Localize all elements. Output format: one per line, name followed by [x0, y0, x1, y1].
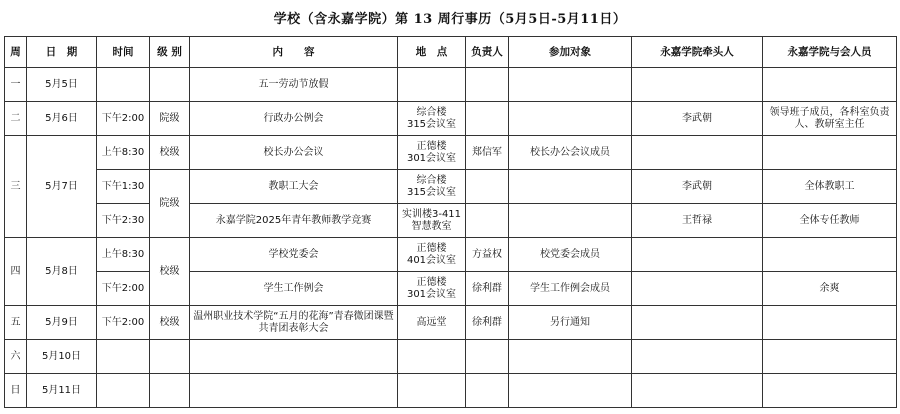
weekday-cell: 三	[5, 136, 27, 238]
weekday-cell: 五	[5, 306, 27, 340]
attendees-cell	[509, 102, 632, 136]
time-cell: 下午2:30	[97, 204, 150, 238]
content-cell: 学校党委会	[190, 238, 398, 272]
attendees-cell	[509, 204, 632, 238]
header-yj-lead: 永嘉学院牵头人	[632, 37, 763, 68]
time-cell: 下午2:00	[97, 102, 150, 136]
weekday-cell: 二	[5, 102, 27, 136]
content-cell: 校长办公会议	[190, 136, 398, 170]
weekday-cell: 日	[5, 374, 27, 408]
table-row	[5, 68, 897, 102]
table-row	[5, 238, 897, 272]
yj-lead-cell	[632, 136, 763, 170]
level-cell: 校级	[150, 136, 190, 170]
header-level: 级 别	[150, 37, 190, 68]
attendees-cell	[509, 68, 632, 102]
place-cell: 正德楼 301会议室	[398, 136, 466, 170]
place-cell: 正德楼 301会议室	[398, 272, 466, 306]
level-cell: 校级	[150, 238, 190, 306]
time-cell: 下午1:30	[97, 170, 150, 204]
place-cell	[398, 68, 466, 102]
date-cell: 5月11日	[27, 374, 97, 408]
level-cell: 院级	[150, 170, 190, 238]
table-row	[5, 340, 897, 374]
attendees-cell: 学生工作例会成员	[509, 272, 632, 306]
yj-lead-cell	[632, 340, 763, 374]
level-cell	[150, 68, 190, 102]
time-cell	[97, 374, 150, 408]
yj-attend-cell: 全体专任教师	[763, 204, 897, 238]
header-week: 周	[5, 37, 27, 68]
yj-attend-cell	[763, 306, 897, 340]
content-cell: 温州职业技术学院“五月的花海”青春微团课暨共青团表彰大会	[190, 306, 398, 340]
yj-lead-cell	[632, 374, 763, 408]
yj-lead-cell: 李武朝	[632, 102, 763, 136]
owner-cell	[466, 170, 509, 204]
level-cell	[150, 374, 190, 408]
attendees-cell: 校党委会成员	[509, 238, 632, 272]
date-cell: 5月10日	[27, 340, 97, 374]
yj-lead-cell: 李武朝	[632, 170, 763, 204]
level-cell: 校级	[150, 306, 190, 340]
attendees-cell	[509, 170, 632, 204]
attendees-cell	[509, 374, 632, 408]
schedule-table	[4, 36, 897, 408]
table-row	[5, 306, 897, 340]
date-cell: 5月7日	[27, 136, 97, 238]
content-cell: 教职工大会	[190, 170, 398, 204]
level-cell	[150, 340, 190, 374]
attendees-cell	[509, 340, 632, 374]
place-cell: 综合楼 315会议室	[398, 102, 466, 136]
content-cell: 五一劳动节放假	[190, 68, 398, 102]
yj-lead-cell	[632, 68, 763, 102]
yj-attend-cell: 领导班子成员，各科室负责人、教研室主任	[763, 102, 897, 136]
owner-cell	[466, 374, 509, 408]
owner-cell: 徐利群	[466, 272, 509, 306]
header-owner: 负责人	[466, 37, 509, 68]
attendees-cell: 另行通知	[509, 306, 632, 340]
header-yj-attend: 永嘉学院与会人员	[763, 37, 897, 68]
time-cell: 下午2:00	[97, 272, 150, 306]
owner-cell: 方益权	[466, 238, 509, 272]
table-row	[5, 136, 897, 170]
place-cell: 实训楼3-411 智慧教室	[398, 204, 466, 238]
yj-attend-cell	[763, 238, 897, 272]
place-cell: 正德楼 401会议室	[398, 238, 466, 272]
yj-attend-cell: 余爽	[763, 272, 897, 306]
date-cell: 5月9日	[27, 306, 97, 340]
table-row	[5, 374, 897, 408]
level-cell: 院级	[150, 102, 190, 136]
header-time: 时间	[97, 37, 150, 68]
yj-lead-cell: 王哲禄	[632, 204, 763, 238]
place-cell: 综合楼 315会议室	[398, 170, 466, 204]
header-place: 地 点	[398, 37, 466, 68]
date-cell: 5月8日	[27, 238, 97, 306]
content-cell: 永嘉学院2025年青年教师教学竞赛	[190, 204, 398, 238]
yj-lead-cell	[632, 238, 763, 272]
attendees-cell: 校长办公会议成员	[509, 136, 632, 170]
header-content: 内 容	[190, 37, 398, 68]
date-cell: 5月6日	[27, 102, 97, 136]
place-cell: 高远堂	[398, 306, 466, 340]
yj-attend-cell	[763, 136, 897, 170]
yj-attend-cell	[763, 340, 897, 374]
time-cell: 上午8:30	[97, 238, 150, 272]
weekday-cell: 四	[5, 238, 27, 306]
table-row	[5, 272, 897, 306]
owner-cell	[466, 340, 509, 374]
place-cell	[398, 374, 466, 408]
place-cell	[398, 340, 466, 374]
header-date: 日 期	[27, 37, 97, 68]
owner-cell	[466, 68, 509, 102]
content-cell: 学生工作例会	[190, 272, 398, 306]
header-attendees: 参加对象	[509, 37, 632, 68]
yj-attend-cell	[763, 68, 897, 102]
content-cell	[190, 374, 398, 408]
table-row	[5, 204, 897, 238]
content-cell: 行政办公例会	[190, 102, 398, 136]
owner-cell: 郑信军	[466, 136, 509, 170]
yj-attend-cell: 全体教职工	[763, 170, 897, 204]
owner-cell: 徐利群	[466, 306, 509, 340]
table-row	[5, 102, 897, 136]
date-cell: 5月5日	[27, 68, 97, 102]
yj-lead-cell	[632, 272, 763, 306]
owner-cell	[466, 204, 509, 238]
owner-cell	[466, 102, 509, 136]
time-cell	[97, 340, 150, 374]
page-title: 学校（含永嘉学院）第 13 周行事历（5月5日-5月11日）	[273, 12, 627, 27]
table-row	[5, 170, 897, 204]
time-cell: 下午2:00	[97, 306, 150, 340]
yj-lead-cell	[632, 306, 763, 340]
content-cell	[190, 340, 398, 374]
time-cell	[97, 68, 150, 102]
schedule-body	[5, 68, 897, 408]
weekday-cell: 一	[5, 68, 27, 102]
weekday-cell: 六	[5, 340, 27, 374]
header-row	[5, 37, 897, 68]
yj-attend-cell	[763, 374, 897, 408]
time-cell: 上午8:30	[97, 136, 150, 170]
